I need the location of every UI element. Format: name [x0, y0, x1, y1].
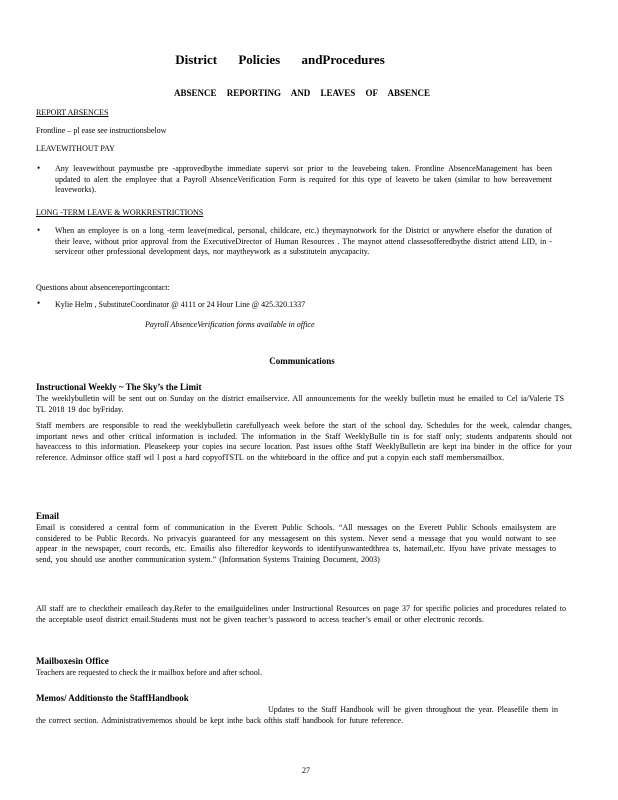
report-absences-heading: REPORT ABSENCES [36, 108, 109, 117]
page-title: District Policies andProcedures [175, 52, 385, 67]
frontline-note: Frontline – pl ease see instructionsbelow [36, 126, 167, 135]
long-term-leave-text: When an employee is on a long -term leave(medical, personal, childcare, etc.) theymaynotwork for the District or anywhere elsefor the duration of their leave, without prior approval from the ExecutiveDirector of Human Resources . The maynot attend classesofferedbythe district attend LID, in -serviceor other professional development days, nor maytheywork as a substitutein anycapacity. [55, 226, 552, 256]
memos-heading: Memos/ Additionsto the StaffHandbook [36, 693, 189, 703]
leave-without-pay-heading: LEAVEWITHOUT PAY [36, 144, 115, 153]
communications-heading: Communications [269, 356, 335, 366]
weekly-paragraph-1: The weeklybulletin will be sent out on Sunday on the district emailservice. All announcements for the weekly bulletin must be emailed to Cel ia/Valerie TS TL 2018 19 doc byFriday. [36, 394, 564, 414]
mailboxes-heading: Mailboxesin Office [36, 656, 109, 666]
memos-text: Updates to the Staff Handbook will be given throughout the year. Pleasefile them in the correct section. Administrativememos should be kept inthe back ofthis staff handbook for future reference. [36, 705, 558, 725]
bullet-icon: • [37, 163, 41, 173]
contact-line: Kylie Helm , SubstituteCoordinator @ 4111 or 24 Hour Line @ 425.320.1337 [55, 300, 306, 309]
email-paragraph-2: All staff are to checktheir emaileach day.Refer to the emailguidelines under Instructional Resources on page 37 for specific policies and procedures related to the acceptable useof district email.Students must not be given teacher’s password to access teacher’s email or other electronic records. [36, 604, 566, 624]
bullet-icon: • [37, 225, 41, 235]
section-title-absence: ABSENCE REPORTING AND LEAVES OF ABSENCE [174, 88, 430, 98]
email-heading: Email [36, 511, 60, 521]
long-term-leave-heading: LONG -TERM LEAVE & WORKRESTRICTIONS [36, 208, 204, 217]
leave-without-pay-text: Any leavewithout paymustbe pre -approvedbythe immediate supervi sor prior to the leavebeing taken. Frontline AbsenceManagement has been updated to alert the employee that a Payroll AbsenceVerification Form is required for this type of leaveto be taken (similar to how bereavement leaveworks). [55, 164, 552, 194]
payroll-form-note: Payroll AbsenceVerification forms available in office [145, 320, 315, 329]
email-paragraph-1: Email is considered a central form of communication in the Everett Public Schools. “All messages on the Everett Public Schools emailsystem are considered to be Public Records. No privacyis guaranteed for any messagesent on this system. Never send a message that you would notwant to see appear in the newspaper, court records, etc. Emailis also filteredfor keywords to identifyunwantedthrea ts, hatemail,etc. Ifyou have private messages to send, you should use another communication system.” (Information Systems Training Document, 2003) [36, 523, 556, 564]
questions-label: Questions about absencereportingcontact: [36, 283, 170, 292]
weekly-heading: Instructional Weekly ~ The Sky’s the Limit [36, 382, 202, 392]
weekly-paragraph-2: Staff members are responsible to read the weeklybulletin carefullyeach week before the start of the school day. Schedules for the week, calendar changes, important news and other critical information is included. The information in the Staff WeeklyBulle tin is for staff only; students andparents should not haveaccess to this information. Pleasekeep your copies ina secure location. Past issues ofthe Staff WeeklyBulletin are kept ina binder in the office for your reference. Adminsor office staff wil l post a hard copyofTSTL on the whiteboard in the office and put a copyin each staff membersmailbox. [36, 421, 572, 462]
mailboxes-text: Teachers are requested to check the ir mailbox before and after school. [36, 668, 262, 677]
bullet-icon: • [37, 298, 41, 308]
page-number: 27 [302, 766, 310, 775]
